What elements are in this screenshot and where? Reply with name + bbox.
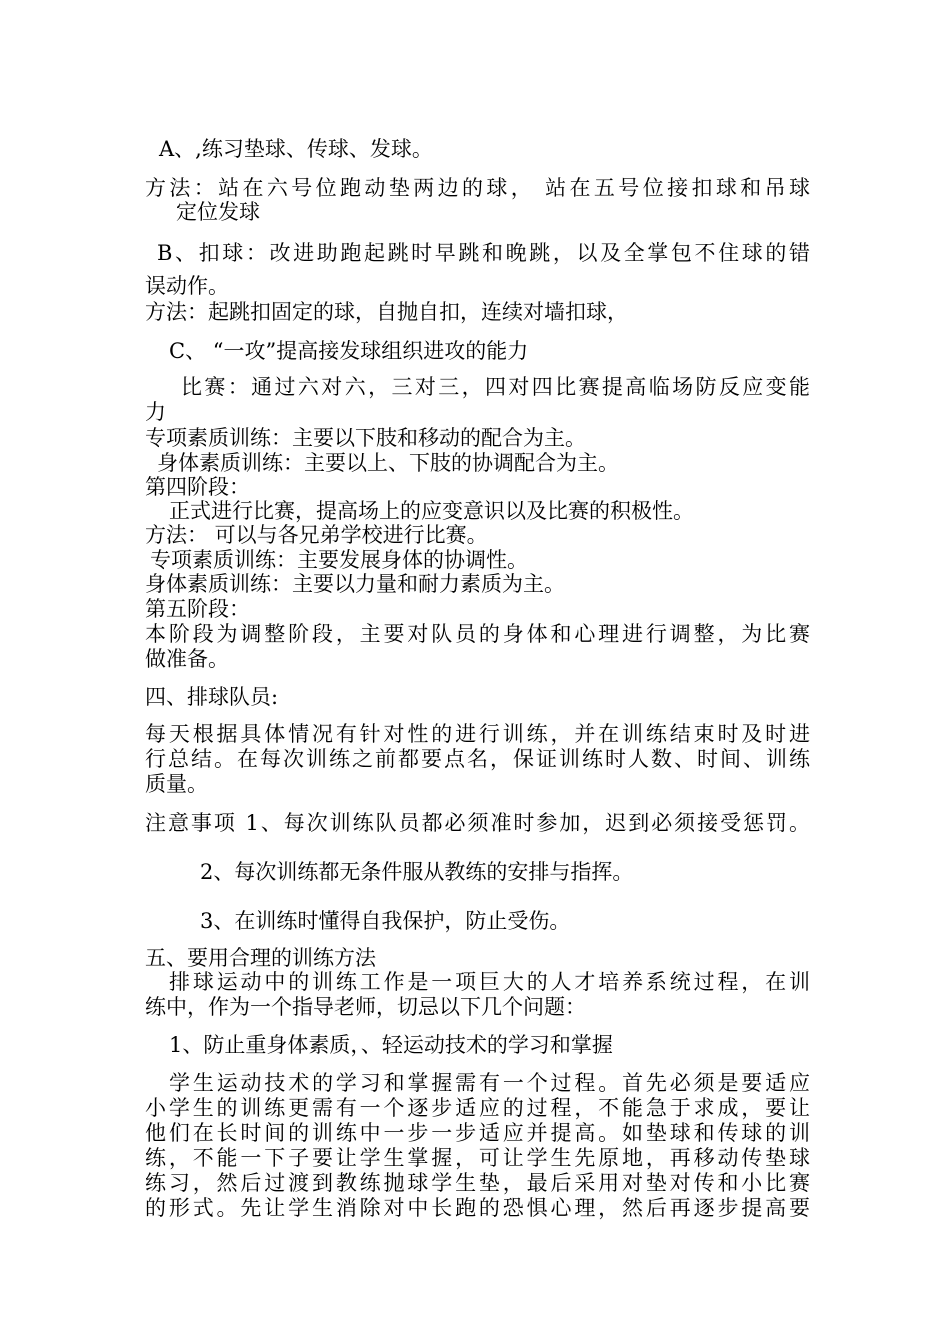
line-method-1: 方法：站在六号位跑动垫两边的球， 站在五号位接扣球和吊球 [145,176,810,200]
line-section-five-intro: 排球运动中的训练工作是一项巨大的人才培养系统过程，在训 [169,970,810,994]
line-method-3: 方法： 可以与各兄弟学校进行比赛。 [145,523,488,547]
line-match: 比赛：通过六对六，三对三，四对四比赛提高临场防反应变能 [181,375,810,399]
line-special-training-1: 专项素质训练：主要以下肢和移动的配合为主。 [145,426,586,450]
line-daily-training-2: 行总结。在每次训练之前都要点名，保证训练时人数、时间、训练 [145,747,810,771]
line-point-1-body-6: 的形式。先让学生消除对中长跑的恐惧心理，然后再逐步提高要 [145,1196,810,1220]
line-daily-training-3: 质量。 [145,772,208,796]
line-b-spike-cont: 误动作。 [145,274,229,298]
line-physical-training-2: 身体素质训练：主要以力量和耐力素质为主。 [145,572,565,596]
line-method-2: 方法：起跳扣固定的球，自抛自扣，连续对墙扣球， [145,300,628,324]
heading-stage-five: 第五阶段： [145,597,250,621]
line-special-training-2: 专项素质训练：主要发展身体的协调性。 [150,548,528,572]
line-c-attack: C、 “一攻”提高接发球组织进攻的能力 [169,339,529,363]
line-physical-training-1: 身体素质训练：主要以上、下肢的协调配合为主。 [157,451,619,475]
line-point-1-body-2: 小学生的训练更需有一个逐步适应的过程，不能急于求成，要让 [145,1096,810,1120]
line-point-1-heading: 1、防止重身体素质，、轻运动技术的学习和掌握 [169,1033,613,1057]
line-point-1-body-1: 学生运动技术的学习和掌握需有一个过程。首先必须是要适应 [169,1071,810,1095]
heading-section-four: 四、排球队员: [145,685,279,709]
line-method-1-cont: 定位发球 [176,200,260,224]
line-notice-2: 2、每次训练都无条件服从教练的安排与指挥。 [200,860,634,884]
heading-stage-four: 第四阶段： [145,475,250,499]
line-point-1-body-4: 练，不能一下子要让学生掌握，可让学生先原地，再移动传垫球 [145,1146,810,1170]
heading-section-five: 五、要用合理的训练方法 [145,946,376,970]
line-a-practice: A、,练习垫球、传球、发球。 [159,137,433,161]
line-b-spike: B、扣球：改进助跑起跳时早跳和晚跳，以及全掌包不住球的错 [157,241,810,265]
document-page [145,0,810,1344]
line-stage-five-desc: 本阶段为调整阶段，主要对队员的身体和心理进行调整，为比赛 [145,622,810,646]
line-daily-training: 每天根据具体情况有针对性的进行训练，并在训练结束时及时进 [145,722,810,746]
line-point-1-body-5: 练习，然后过渡到教练抛球学生垫，最后采用对垫对传和小比赛 [145,1171,810,1195]
line-point-1-body-3: 他们在长时间的训练中一步一步适应并提高。如垫球和传球的训 [145,1121,810,1145]
line-section-five-intro-cont: 练中，作为一个指导老师，切忌以下几个问题： [145,995,586,1019]
line-match-cont: 力 [145,400,166,424]
line-notice-1: 注意事项 1、每次训练队员都必须准时参加，迟到必须接受惩罚。 [145,811,810,835]
line-notice-3: 3、在训练时懂得自我保护，防止受伤。 [200,909,571,933]
line-stage-five-cont: 做准备。 [145,647,229,671]
line-stage-four-desc: 正式进行比赛，提高场上的应变意识以及比赛的积极性。 [169,499,694,523]
